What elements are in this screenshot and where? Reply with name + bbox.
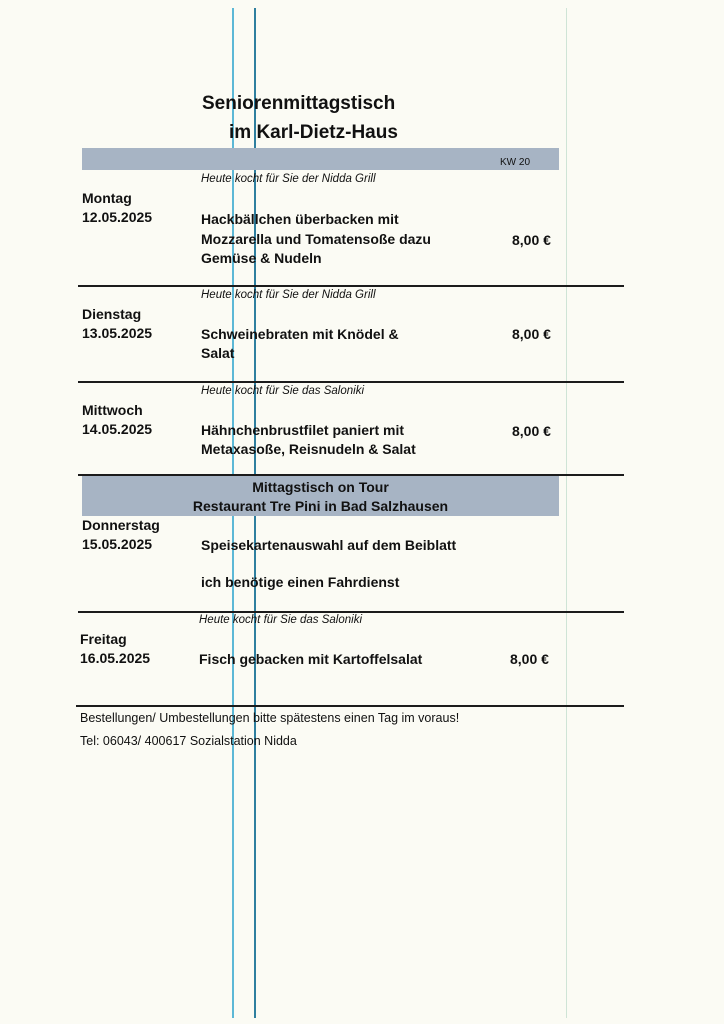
- tour-title: Mittagstisch on Tour: [252, 479, 389, 495]
- header-bar: [82, 148, 559, 170]
- cook-note: Heute kocht für Sie der Nidda Grill: [201, 289, 376, 301]
- day-date: 14.05.2025: [82, 421, 153, 437]
- dish-line: Schweinebraten mit Knödel &: [201, 326, 399, 342]
- divider: [76, 705, 624, 707]
- dish-line: Hähnchenbrustfilet paniert mit: [201, 422, 405, 438]
- dish-line: Mozzarella und Tomatensoße dazu: [201, 231, 431, 247]
- divider: [78, 285, 624, 287]
- day-date: 15.05.2025: [82, 536, 153, 552]
- dish-line: Fisch gebacken mit Kartoffelsalat: [199, 651, 423, 667]
- day-date: 12.05.2025: [82, 209, 153, 225]
- day-name: Dienstag: [82, 306, 142, 322]
- day-name: Freitag: [80, 631, 127, 647]
- cook-note: Heute kocht für Sie das Saloniki: [199, 614, 363, 626]
- price-label: 8,00 €: [512, 423, 551, 439]
- dish-line: Gemüse & Nudeln: [201, 250, 322, 266]
- price-label: 8,00 €: [512, 232, 551, 248]
- divider: [78, 611, 624, 613]
- day-name: Mittwoch: [82, 402, 143, 418]
- info-line: ich benötige einen Fahrdienst: [201, 574, 400, 590]
- dish-line: Hackbällchen überbacken mit: [201, 211, 399, 227]
- page-title-line2: im Karl-Dietz-Haus: [229, 122, 398, 143]
- price-label: 8,00 €: [512, 326, 551, 342]
- order-note: Bestellungen/ Umbestellungen bitte spätestens einen Tag im voraus!: [80, 711, 460, 725]
- page-title-line1: Seniorenmittagstisch: [202, 93, 396, 114]
- dish-line: Salat: [201, 345, 235, 361]
- cook-note: Heute kocht für Sie das Saloniki: [201, 385, 365, 397]
- tour-restaurant: Restaurant Tre Pini in Bad Salzhausen: [192, 498, 449, 514]
- info-line: Speisekartenauswahl auf dem Beiblatt: [201, 537, 457, 553]
- dish-line: Metaxasoße, Reisnudeln & Salat: [201, 441, 416, 457]
- day-date: 13.05.2025: [82, 325, 153, 341]
- cook-note: Heute kocht für Sie der Nidda Grill: [201, 173, 376, 185]
- scan-artifact-line: [566, 8, 567, 1018]
- day-date: 16.05.2025: [80, 650, 151, 666]
- price-label: 8,00 €: [510, 651, 549, 667]
- tour-banner: [82, 476, 559, 516]
- day-name: Donnerstag: [82, 517, 160, 533]
- week-label: KW 20: [500, 157, 531, 168]
- divider: [78, 381, 624, 383]
- phone-note: Tel: 06043/ 400617 Sozialstation Nidda: [80, 734, 297, 748]
- day-name: Montag: [82, 190, 132, 206]
